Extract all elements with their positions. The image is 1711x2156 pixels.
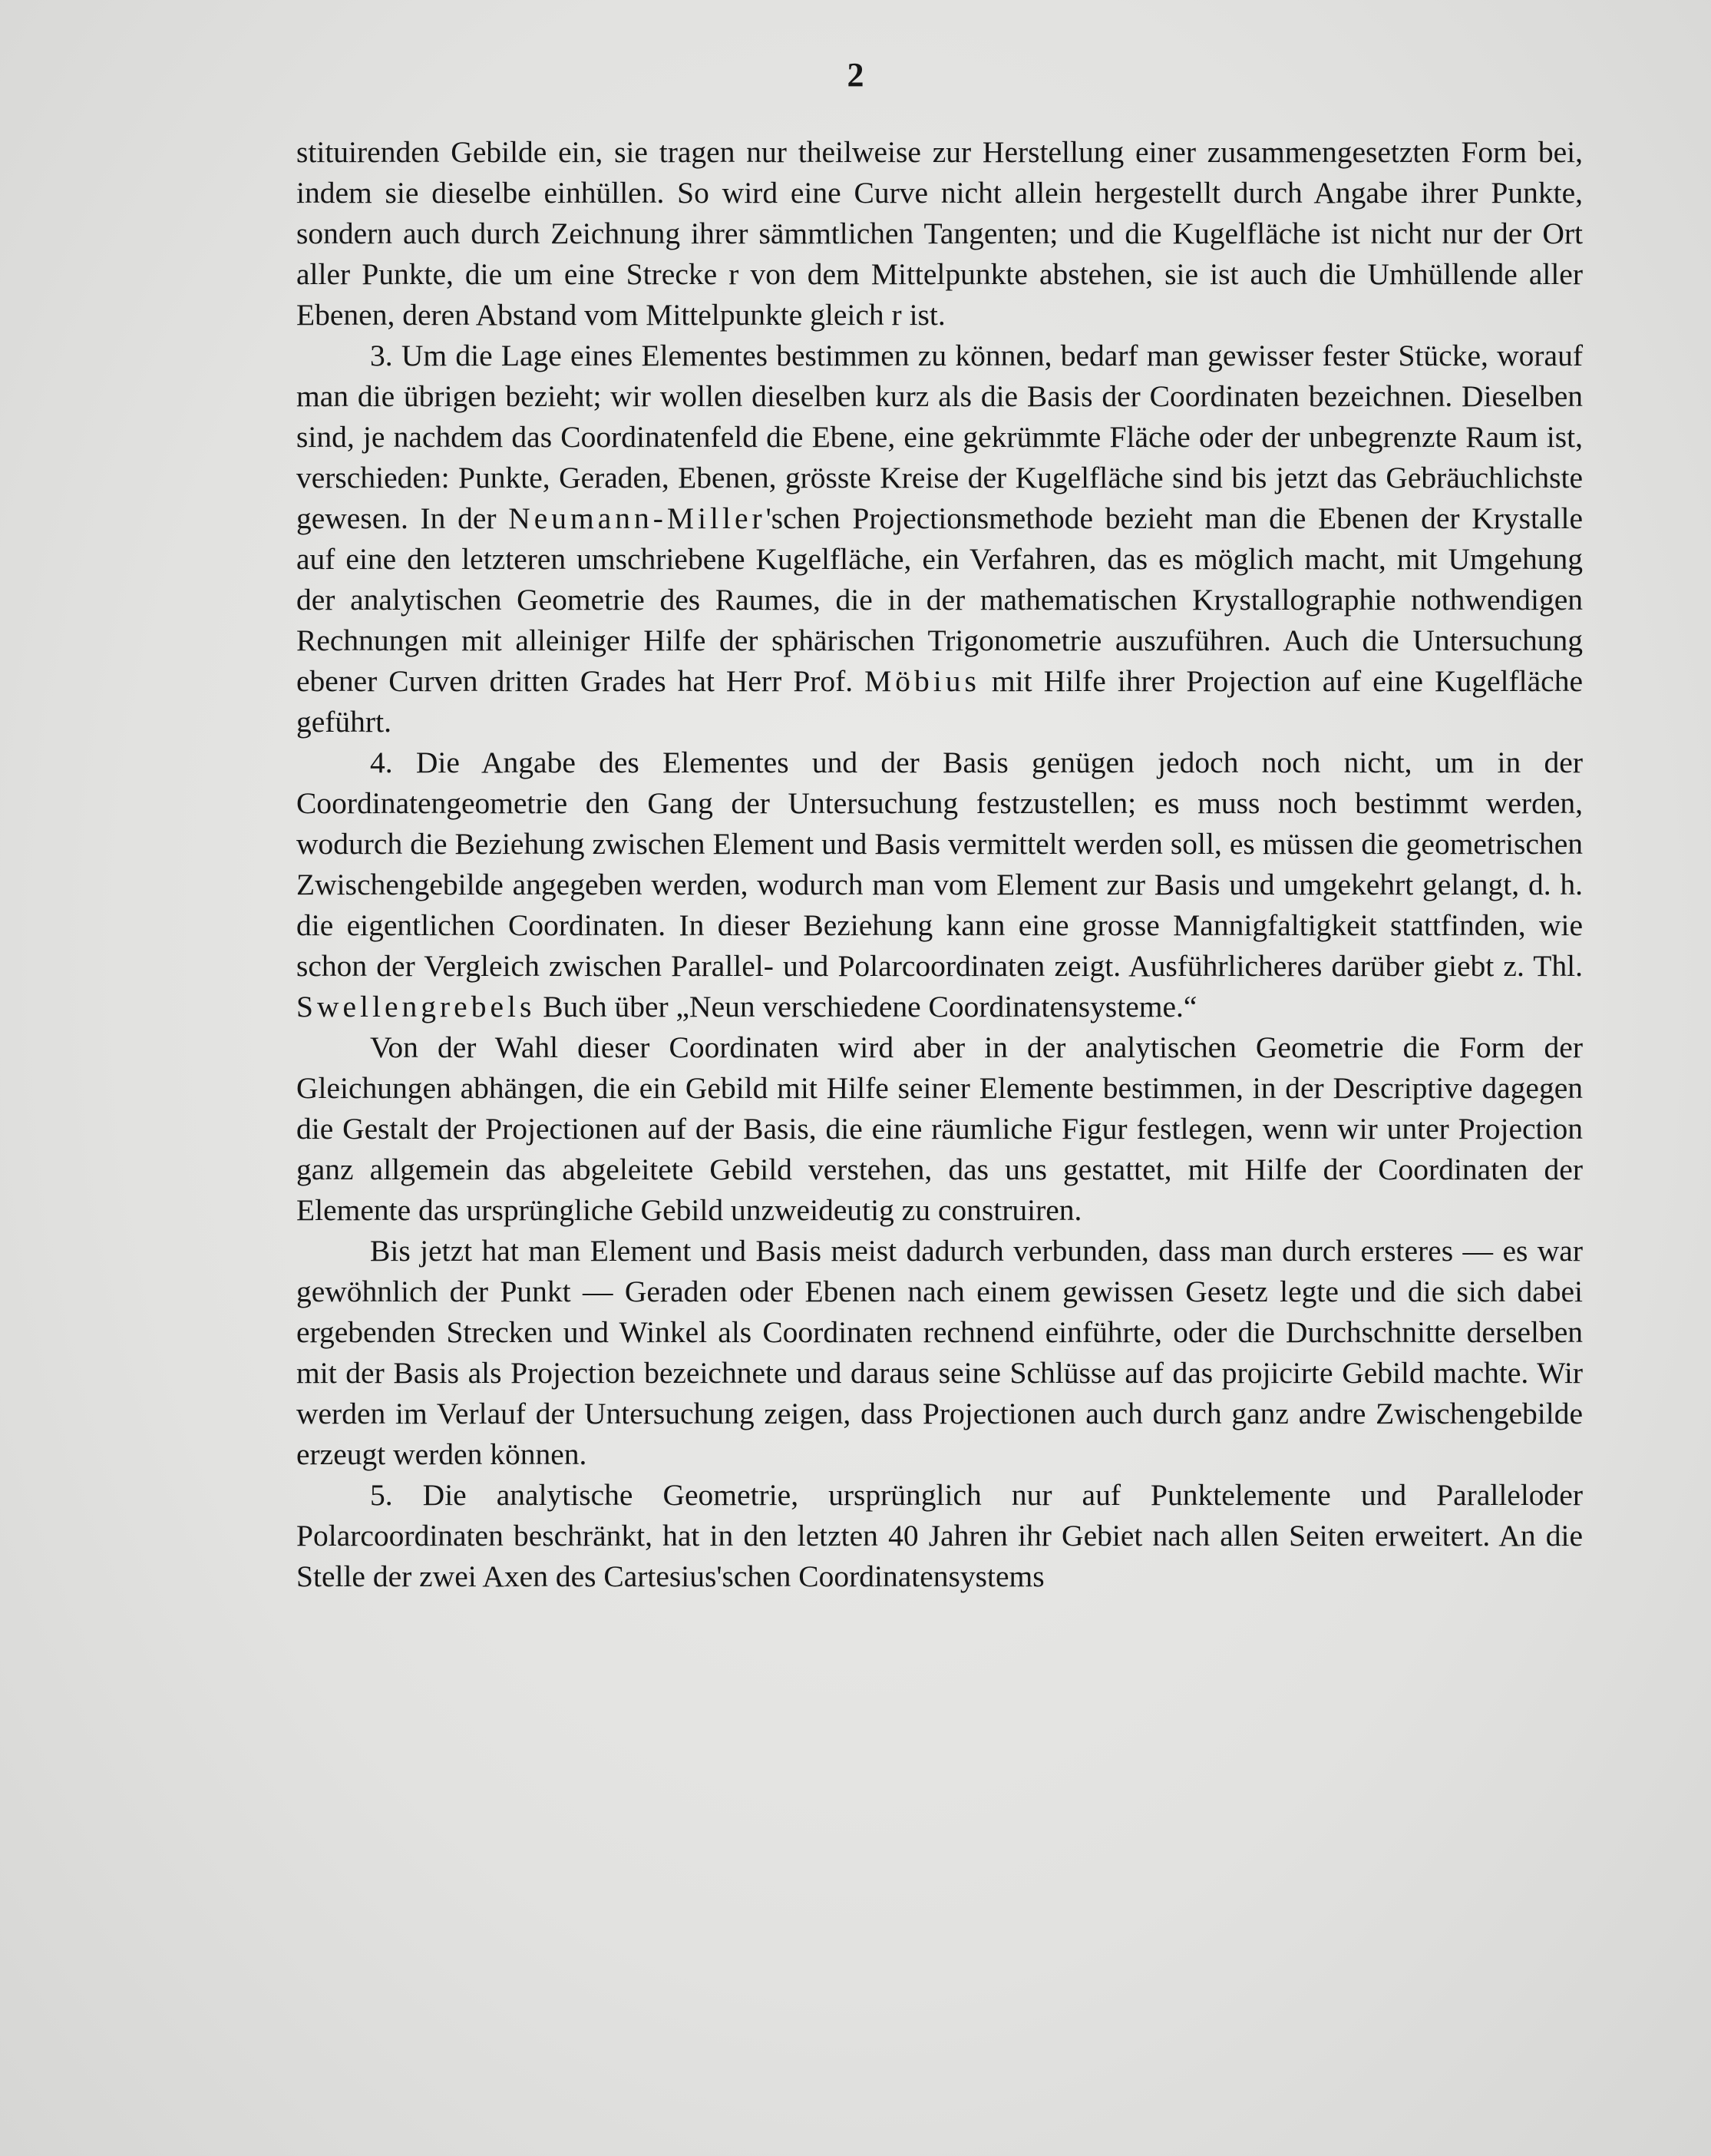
text-segment: Buch über „Neun verschiedene Coordinatensysteme.“ [535,990,1197,1023]
text-segment: 'schen Projectionsmethode bezieht man die Ebenen der Krystalle auf eine den letzteren umschriebene Kugelfläche, ein Verfahren, das es möglich macht, mit Umgehung der analytischen Geometrie des Raumes, die in der mathematischen Krystallographie nothwendigen Rechnungen mit alleiniger Hilfe der sphärischen Trigonometrie auszuführen. Auch die Untersuchung ebener Curven dritten Grades hat Herr Prof. [296,501,1583,698]
emphasized-name: Möbius [864,664,980,698]
paragraph [296,132,1583,336]
paragraph [296,1027,1583,1231]
text-segment: 3. Um die Lage eines Elementes bestimmen zu können, bedarf man gewisser fester Stücke, worauf man die übrigen bezieht; wir wollen dieselben kurz als die Basis der Coordinaten bezeichnen. Dieselben sind, je nachdem das Coordinatenfeld die Ebene, eine gekrümmte Fläche oder der unbegrenzte Raum ist, verschieden: Punkte, Geraden, Ebenen, grösste Kreise der Kugelfläche sind bis jetzt das Gebräuchlichste gewesen. In der [296,339,1583,535]
text-segment: 4. Die Angabe des Elementes und der Basis genügen jedoch noch nicht, um in der Coordinatengeometrie den Gang der Untersuchung festzustellen; es muss noch bestimmt werden, wodurch die Beziehung zwischen Element und Basis vermittelt werden soll, es müssen die geometrischen Zwischengebilde angegeben werden, wodurch man vom Element zur Basis und umgekehrt gelangt, d. h. die eigentlichen Coordinaten. In dieser Beziehung kann eine grosse Mannigfaltigkeit stattfinden, wie schon der Vergleich zwischen Parallel- und Polarcoordinaten zeigt. Ausführlicheres darüber giebt z. Thl. [296,746,1583,983]
text-segment: mit Hilfe ihrer Projection auf eine Kugelfläche geführt. [296,664,1583,739]
body-text [296,132,1583,1597]
text-segment: Von der Wahl dieser Coordinaten wird aber in der analytischen Geometrie die Form der Gleichungen abhängen, die ein Gebild mit Hilfe seiner Elemente bestimmen, in der Descriptive dagegen die Gestalt der Projectionen auf der Basis, die eine räumliche Figur festlegen, wenn wir unter Projection ganz allgemein das abgeleitete Gebild verstehen, das uns gestattet, mit Hilfe der Coordinaten der Elemente das ursprüngliche Gebild unzweideutig zu construiren. [296,1030,1583,1227]
text-segment: Bis jetzt hat man Element und Basis meist dadurch verbunden, dass man durch ersteres — es war gewöhnlich der Punkt — Geraden oder Ebenen nach einem gewissen Gesetz legte und die sich dabei ergebenden Strecken und Winkel als Coordinaten rechnend einführte, oder die Durchschnitte derselben mit der Basis als Projection bezeichnete und daraus seine Schlüsse auf das projicirte Gebild machte. Wir werden im Verlauf der Untersuchung zeigen, dass Projectionen auch durch ganz andre Zwischengebilde erzeugt werden können. [296,1234,1583,1471]
paragraph [296,1475,1583,1597]
paragraph [296,336,1583,742]
emphasized-name: Neumann-Miller [508,501,766,535]
text-segment: stituirenden Gebilde ein, sie tragen nur theilweise zur Herstellung einer zusammengesetzten Form bei, indem sie dieselbe einhüllen. So wird eine Curve nicht allein hergestellt durch Angabe ihrer Punkte, sondern auch durch Zeichnung ihrer sämmtlichen Tangenten; und die Kugelfläche ist nicht nur der Ort aller Punkte, die um eine Strecke r von dem Mittelpunkte abstehen, sie ist auch die Umhüllende aller Ebenen, deren Abstand vom Mittelpunkte gleich r ist. [296,135,1583,332]
emphasized-name: Swellengrebels [296,990,536,1023]
paragraph [296,1231,1583,1475]
paragraph [296,742,1583,1027]
page-number: 2 [847,56,864,94]
text-segment: 5. Die analytische Geometrie, ursprünglich nur auf Punktelemente und Paralleloder Polarcoordinaten beschränkt, hat in den letzten 40 Jahren ihr Gebiet nach allen Seiten erweitert. An die Stelle der zwei Axen des Cartesius'schen Coordinatensystems [296,1478,1583,1593]
